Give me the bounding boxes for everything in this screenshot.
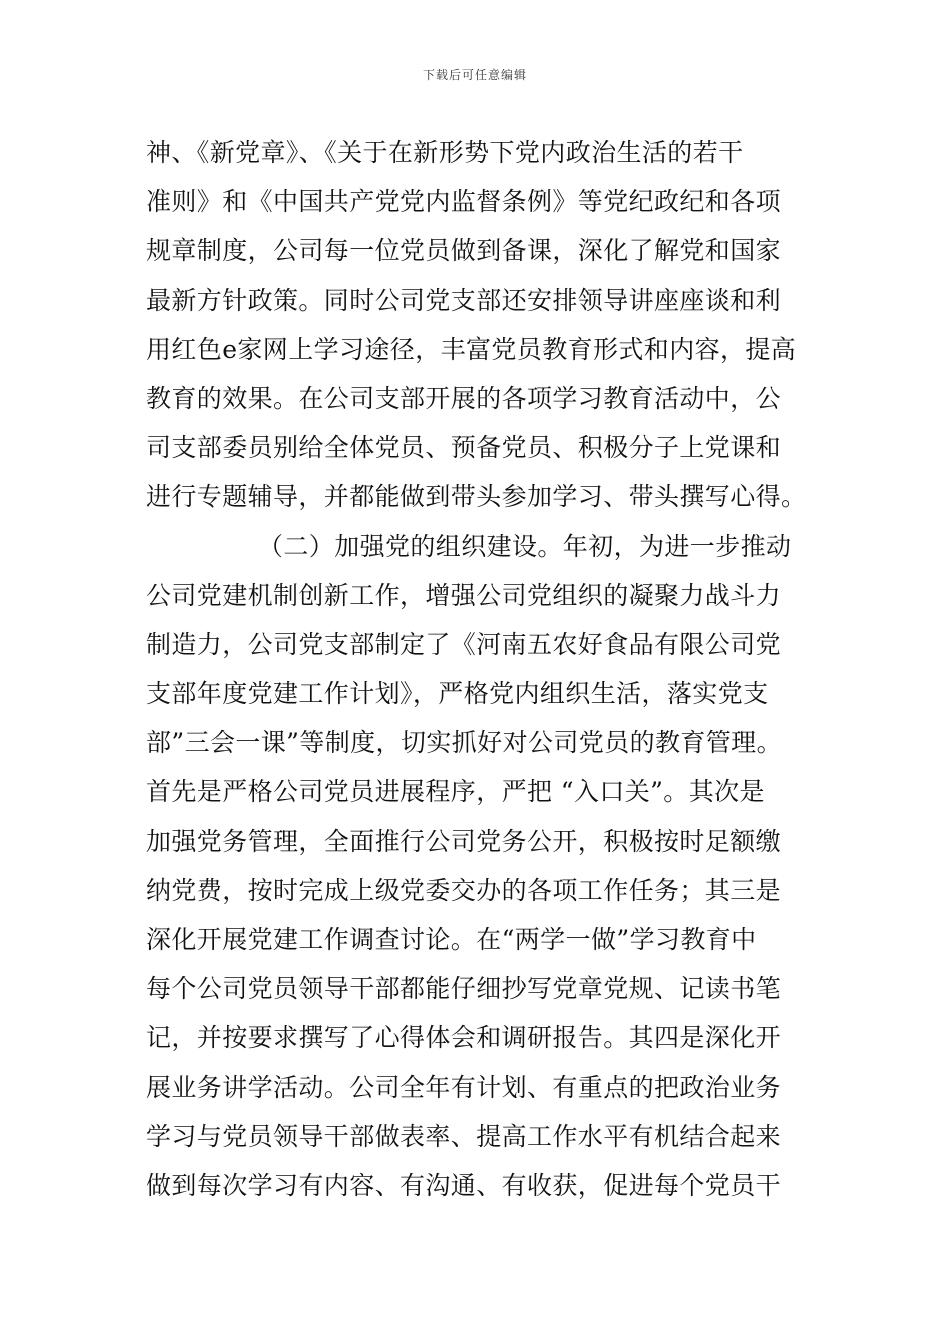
text-line: 准则》和《中国共产党党内监督条例》等党纪政纪和各项 (146, 187, 782, 217)
text-line: 加强党务管理，全面推行公司党务公开，积极按时足额缴 (146, 826, 782, 856)
text-line: 支部年度党建工作计划》，严格党内组织生活，落实党支 (146, 679, 769, 709)
text-line: 部”三会一课”等制度，切实抓好对公司党员的教育管理。 (146, 728, 782, 758)
text-line: 规章制度，公司每一位党员做到备课，深化了解党和国家 (146, 236, 782, 266)
text-line: 教育的效果。在公司支部开展的各项学习教育活动中，公 (146, 383, 782, 413)
text-line: 做到每次学习有内容、有沟通、有收获，促进每个党员干 (146, 1170, 782, 1200)
text-line: 纳党费，按时完成上级党委交办的各项工作任务；其三是 (146, 875, 782, 905)
text-line: 记，并按要求撰写了心得体会和调研报告。其四是深化开 (146, 1023, 782, 1053)
text-line: 最新方针政策。同时公司党支部还安排领导讲座座谈和利 (146, 285, 782, 315)
text-line: 展业务讲学活动。公司全年有计划、有重点的把政治业务 (146, 1072, 782, 1102)
document-body (146, 128, 816, 1210)
text-line: 制造力，公司党支部制定了《河南五农好食品有限公司党 (146, 629, 782, 659)
text-line: 进行专题辅导，并都能做到带头参加学习、带头撰写心得。 (146, 482, 807, 512)
text-line: 公司党建机制创新工作，增强公司党组织的凝聚力战斗力 (146, 580, 782, 610)
text-line: 司支部委员别给全体党员、预备党员、积极分子上党课和 (146, 433, 782, 463)
text-line: 每个公司党员领导干部都能仔细抄写党章党规、记读书笔 (146, 974, 782, 1004)
text-line: 深化开展党建工作调查讨论。在“两学一做”学习教育中 (146, 925, 757, 954)
text-line: 首先是严格公司党员进展程序，严把 “入口关”。其次是 (146, 777, 765, 807)
text-line: 神、《新党章》、《关于在新形势下党内政治生活的若干 (146, 138, 744, 167)
page-header: 下载后可任意编辑 (422, 68, 527, 82)
text-line: 用红色e家网上学习途径，丰富党员教育形式和内容，提高 (146, 334, 797, 364)
text-line: 学习与党员领导干部做表率、提高工作水平有机结合起来 (146, 1121, 782, 1151)
section-heading-line: （二）加强党的组织建设。年初，为进一步推动 (258, 531, 792, 561)
